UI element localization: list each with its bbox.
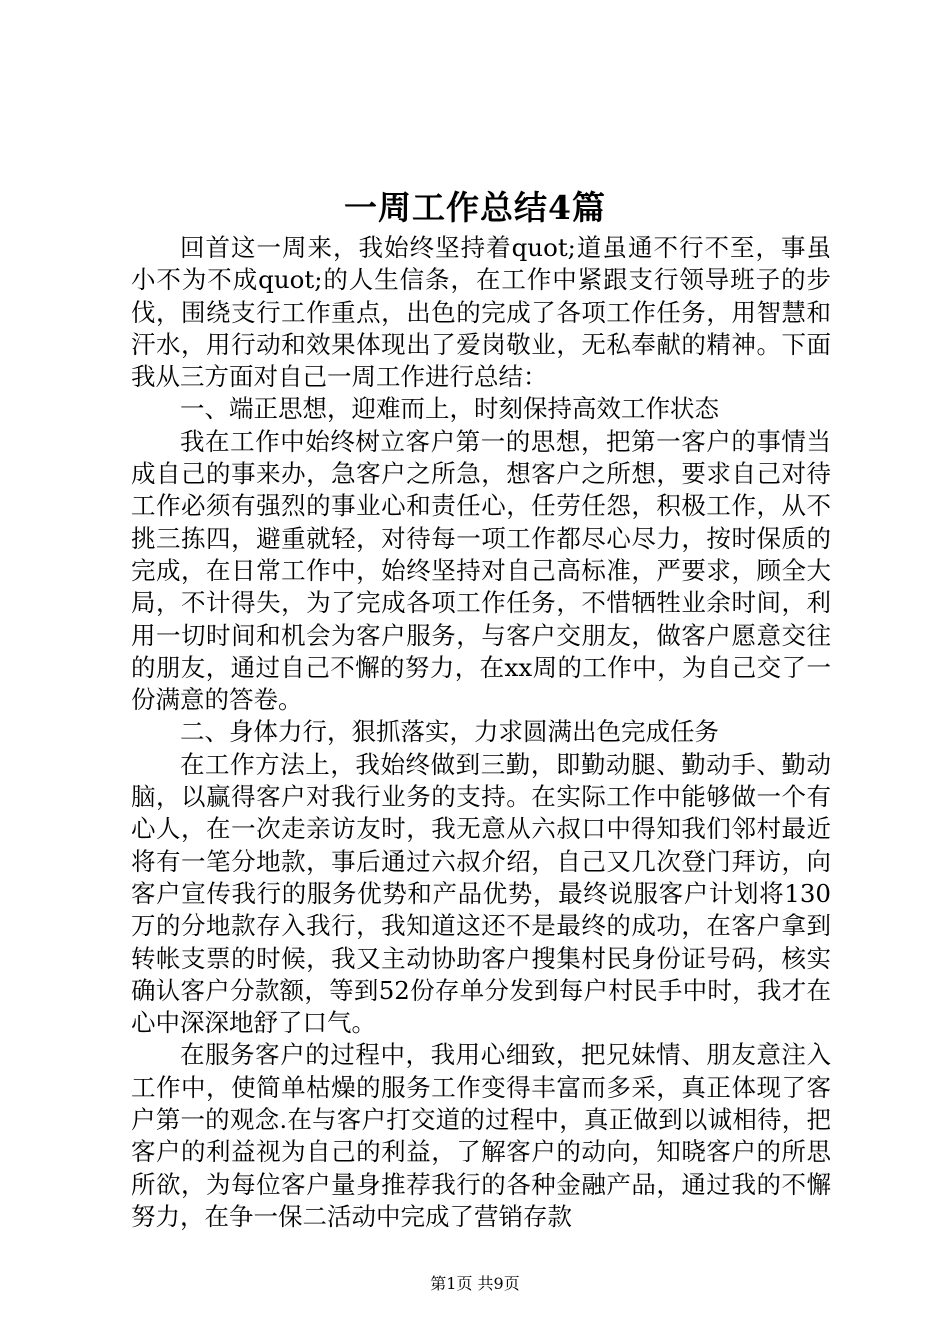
paragraph-section-2b: 在服务客户的过程中，我用心细致，把兄妹情、朋友意注入工作中，使简单枯燥的服务工作变得丰富而多采，真正体现了客户第一的观念.在与客户打交道的过程中，真正做到以诚相待，把客户的利益视为自己的利益，了解客户的动向，知晓客户的所思所欲，为每位客户量身推荐我行的各种金融产品，通过我的不懈努力，在争一保二活动中完成了营销存款 [131,1040,831,1231]
paragraph-section-2a: 在工作方法上，我始终做到三勤，即勤动腿、勤动手、勤动脑，以赢得客户对我行业务的支持。在实际工作中能够做一个有心人，在一次走亲访友时，我无意从六叔口中得知我们邻村最近将有一笔分地款，事后通过六叔介绍，自己又几次登门拜访，向客户宣传我行的服务优势和产品优势，最终说服客户计划将130万的分地款存入我行，我知道这还不是最终的成功，在客户拿到转帐支票的时候，我又主动协助客户搜集村民身份证号码，核实确认客户分款额，等到52份存单分发到每户村民手中时，我才在心中深深地舒了口气。 [131,749,831,1038]
section-heading-2: 二、身体力行，狠抓落实，力求圆满出色完成任务 [180,717,719,747]
document-body [131,232,831,1233]
document-title: 一周工作总结4篇 [344,188,606,227]
paragraph-section-1: 我在工作中始终树立客户第一的思想，把第一客户的事情当成自己的事来办，急客户之所急，想客户之所想，要求自己对待工作必须有强烈的事业心和责任心，任劳任怨，积极工作，从不挑三拣四，避重就轻，对待每一项工作都尽心尽力，按时保质的完成，在日常工作中，始终坚持对自己高标准，严要求，顾全大局，不计得失，为了完成各项工作任务，不惜牺牲业余时间，利用一切时间和机会为客户服务，与客户交朋友，做客户愿意交往的朋友，通过自己不懈的努力，在xx周的工作中，为自己交了一份满意的答卷。 [131,426,831,715]
paragraph-intro: 回首这一周来，我始终坚持着quot;道虽通不行不至，事虽小不为不成quot;的人生信条，在工作中紧跟支行领导班子的步伐，围绕支行工作重点，出色的完成了各项工作任务，用智慧和汗水，用行动和效果体现出了爱岗敬业，无私奉献的精神。下面我从三方面对自己一周工作进行总结： [131,233,831,392]
section-heading-1: 一、端正思想，迎难而上，时刻保持高效工作状态 [180,394,719,424]
page-indicator: 第1页 共9页 [430,1274,520,1293]
